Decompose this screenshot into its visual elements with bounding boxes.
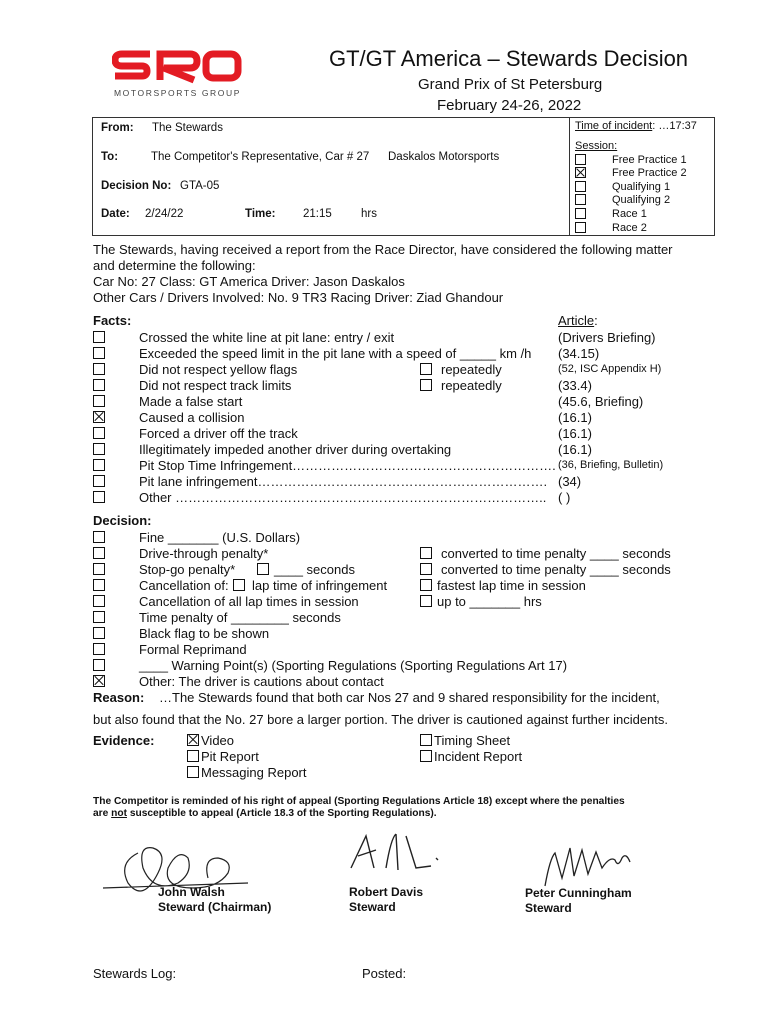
intro-line-1: The Stewards, having received a report from the Race Director, have considered the following matter — [93, 242, 673, 257]
reason-line-1: …The Stewards found that both car Nos 27 and 9 shared responsibility for the incident, — [159, 690, 660, 705]
session-checkbox-q2[interactable] — [575, 194, 586, 205]
incident-time — [575, 120, 697, 132]
decision-text: Drive-through penalty* — [139, 546, 269, 561]
from-label: From: — [101, 122, 134, 134]
decision-checkbox[interactable] — [93, 675, 105, 687]
evidence-label-video: Video — [201, 733, 235, 748]
converted-text: converted to time penalty ____ seconds — [441, 562, 671, 577]
appeal-line-2 — [93, 808, 437, 819]
header-divider — [569, 117, 570, 236]
decision-text: Other: The driver is cautions about contact — [139, 674, 384, 689]
fact-text: Illegitimately impeded another driver during overtaking — [139, 442, 452, 457]
fact-text: Caused a collision — [139, 410, 245, 425]
session-checkbox-r1[interactable] — [575, 208, 586, 219]
session-label-q2: Qualifying 2 — [612, 194, 671, 206]
session-checkbox-fp1[interactable] — [575, 154, 586, 165]
evidence-checkbox-video[interactable] — [187, 734, 199, 746]
article-heading-text: Article — [558, 313, 595, 328]
decision-checkbox[interactable] — [93, 643, 105, 655]
decision-checkbox[interactable] — [93, 627, 105, 639]
fact-article: ( ) — [558, 490, 571, 505]
session-checkbox-fp2[interactable] — [575, 167, 586, 178]
signature-robert-davis — [346, 828, 446, 878]
sro-logo — [112, 50, 242, 102]
lap-infringement-text: lap time of infringement — [252, 578, 388, 593]
fact-text: Pit Stop Time Infringement……………………………………………………. — [139, 458, 556, 473]
fact-text: Exceeded the speed limit in the pit lane with a speed of _____ km /h — [139, 346, 532, 361]
appeal-line-2-not: not — [111, 808, 127, 819]
signature-peter-cunningham — [540, 838, 640, 888]
to-label: To: — [101, 151, 119, 163]
decision-checkbox[interactable] — [93, 563, 105, 575]
appeal-line-1: The Competitor is reminded of his right of appeal (Sporting Regulations Article 18) except where the penalties — [93, 796, 625, 807]
session-label-r2: Race 2 — [612, 222, 647, 234]
fact-article: (16.1) — [558, 410, 592, 425]
stopgo-seconds-checkbox[interactable] — [257, 563, 269, 575]
repeatedly-label: repeatedly — [441, 378, 502, 393]
date-value: 2/24/22 — [145, 208, 184, 220]
reason-line-2: but also found that the No. 27 bore a larger portion. The driver is cautioned against further incidents. — [93, 712, 668, 727]
decision-checkbox[interactable] — [93, 595, 105, 607]
fact-checkbox[interactable] — [93, 347, 105, 359]
decision-text: Fine _______ (U.S. Dollars) — [139, 530, 301, 545]
fact-checkbox[interactable] — [93, 395, 105, 407]
signer-name: Peter Cunningham — [525, 886, 632, 900]
session-label-fp1: Free Practice 1 — [612, 154, 687, 166]
up-to-text: up to _______ hrs — [437, 594, 542, 609]
fact-text: Crossed the white line at pit lane: entry / exit — [139, 330, 395, 345]
fact-article: (45.6, Briefing) — [558, 394, 644, 409]
evidence-label-incident: Incident Report — [434, 749, 523, 764]
fact-article: (16.1) — [558, 426, 592, 441]
fact-checkbox[interactable] — [93, 459, 105, 471]
fact-article: (Drivers Briefing) — [558, 330, 656, 345]
evidence-checkbox-messaging[interactable] — [187, 766, 199, 778]
fact-checkbox[interactable] — [93, 427, 105, 439]
decision-no-label: Decision No: — [101, 180, 172, 192]
evidence-label-messaging: Messaging Report — [201, 765, 307, 780]
converted-checkbox[interactable] — [420, 547, 432, 559]
evidence-label-timing: Timing Sheet — [434, 733, 511, 748]
fact-checkbox[interactable] — [93, 331, 105, 343]
evidence-checkbox-pit-report[interactable] — [187, 750, 199, 762]
page-title: GT/GT America – Stewards Decision — [329, 46, 689, 71]
intro-line-2: and determine the following: — [93, 258, 256, 273]
evidence-label-pit-report: Pit Report — [201, 749, 259, 764]
decision-text: Stop-go penalty* — [139, 562, 236, 577]
fact-checkbox[interactable] — [93, 443, 105, 455]
evidence-checkbox-incident[interactable] — [420, 750, 432, 762]
fastest-lap-text: fastest lap time in session — [437, 578, 586, 593]
appeal-line-2-post: susceptible to appeal (Article 18.3 of the Sporting Regulations). — [126, 808, 437, 819]
event-dates: February 24-26, 2022 — [437, 97, 582, 114]
session-label-r1: Race 1 — [612, 208, 647, 220]
converted-text: converted to time penalty ____ seconds — [441, 546, 671, 561]
session-checkbox-r2[interactable] — [575, 222, 586, 233]
session-checkbox-q1[interactable] — [575, 181, 586, 192]
appeal-line-2-pre: are — [93, 808, 112, 819]
sro-logo-mark — [112, 50, 242, 84]
evidence-label: Evidence: — [93, 733, 155, 748]
repeatedly-checkbox[interactable] — [420, 379, 432, 391]
fact-text: Did not respect yellow flags — [139, 362, 298, 377]
fact-article: (52, ISC Appendix H) — [558, 363, 662, 375]
repeatedly-label: repeatedly — [441, 362, 502, 377]
fact-checkbox[interactable] — [93, 379, 105, 391]
fact-text: Other ………………………………………………………………………….. — [139, 490, 547, 505]
decision-text: ____ Warning Point(s) (Sporting Regulations (Sporting Regulations Art 17) — [139, 658, 568, 673]
time-label: Time: — [245, 208, 276, 220]
lap-infringement-checkbox[interactable] — [233, 579, 245, 591]
fact-checkbox[interactable] — [93, 411, 105, 423]
to-value: The Competitor's Representative, Car # 27 — [151, 151, 370, 163]
time-unit: hrs — [361, 208, 377, 220]
incident-time-label: Time of incident — [575, 120, 653, 132]
decision-text: Cancellation of all lap times in session — [139, 594, 359, 609]
signer-role: Steward — [349, 900, 396, 914]
article-heading-colon: : — [594, 313, 598, 328]
fact-text: Forced a driver off the track — [139, 426, 298, 441]
signer-name: John Walsh — [158, 885, 225, 899]
team-name: Daskalos Motorsports — [388, 151, 500, 163]
decision-checkbox[interactable] — [93, 579, 105, 591]
logo-tagline: MOTORSPORTS GROUP — [114, 88, 242, 98]
decision-heading: Decision: — [93, 513, 152, 528]
incident-time-value: : …17:37 — [652, 120, 697, 132]
fact-article: (33.4) — [558, 378, 592, 393]
car-line: Car No: 27 Class: GT America Driver: Jason Daskalos — [93, 274, 405, 289]
fact-article: (16.1) — [558, 442, 592, 457]
from-value: The Stewards — [152, 122, 223, 134]
decision-no-value: GTA-05 — [180, 180, 220, 192]
evidence-checkbox-timing[interactable] — [420, 734, 432, 746]
fastest-lap-checkbox[interactable] — [420, 579, 432, 591]
up-to-checkbox[interactable] — [420, 595, 432, 607]
decision-checkbox[interactable] — [93, 547, 105, 559]
fact-checkbox[interactable] — [93, 363, 105, 375]
fact-text: Did not respect track limits — [139, 378, 292, 393]
decision-text: Formal Reprimand — [139, 642, 247, 657]
decision-text: Time penalty of ________ seconds — [139, 610, 341, 625]
decision-text: Cancellation of: — [139, 578, 229, 593]
fact-text: Pit lane infringement…………………………………………………………. — [139, 474, 548, 489]
fact-article: (34) — [558, 474, 582, 489]
decision-text: Black flag to be shown — [139, 626, 270, 641]
decision-checkbox[interactable] — [93, 611, 105, 623]
article-heading — [558, 313, 598, 328]
fact-text: Made a false start — [139, 394, 243, 409]
session-label-fp2: Free Practice 2 — [612, 167, 687, 179]
facts-heading: Facts: — [93, 313, 132, 328]
fact-checkbox[interactable] — [93, 475, 105, 487]
repeatedly-checkbox[interactable] — [420, 363, 432, 375]
signer-role: Steward (Chairman) — [158, 900, 272, 914]
signer-name: Robert Davis — [349, 885, 424, 899]
date-label: Date: — [101, 208, 130, 220]
session-label-q1: Qualifying 1 — [612, 181, 671, 193]
decision-checkbox[interactable] — [93, 531, 105, 543]
session-label: Session: — [575, 140, 618, 152]
decision-checkbox[interactable] — [93, 659, 105, 671]
reason-label: Reason: — [93, 690, 145, 705]
converted-checkbox[interactable] — [420, 563, 432, 575]
fact-article: (36, Briefing, Bulletin) — [558, 459, 664, 471]
time-value: 21:15 — [303, 208, 332, 220]
event-name: Grand Prix of St Petersburg — [418, 76, 603, 93]
stopgo-seconds-text: ____ seconds — [274, 562, 355, 577]
posted-label: Posted: — [362, 966, 407, 981]
fact-article: (34.15) — [558, 346, 600, 361]
other-cars-line: Other Cars / Drivers Involved: No. 9 TR3 Racing Driver: Ziad Ghandour — [93, 290, 504, 305]
stewards-log-label: Stewards Log: — [93, 966, 177, 981]
fact-checkbox[interactable] — [93, 491, 105, 503]
signer-role: Steward — [525, 901, 572, 915]
